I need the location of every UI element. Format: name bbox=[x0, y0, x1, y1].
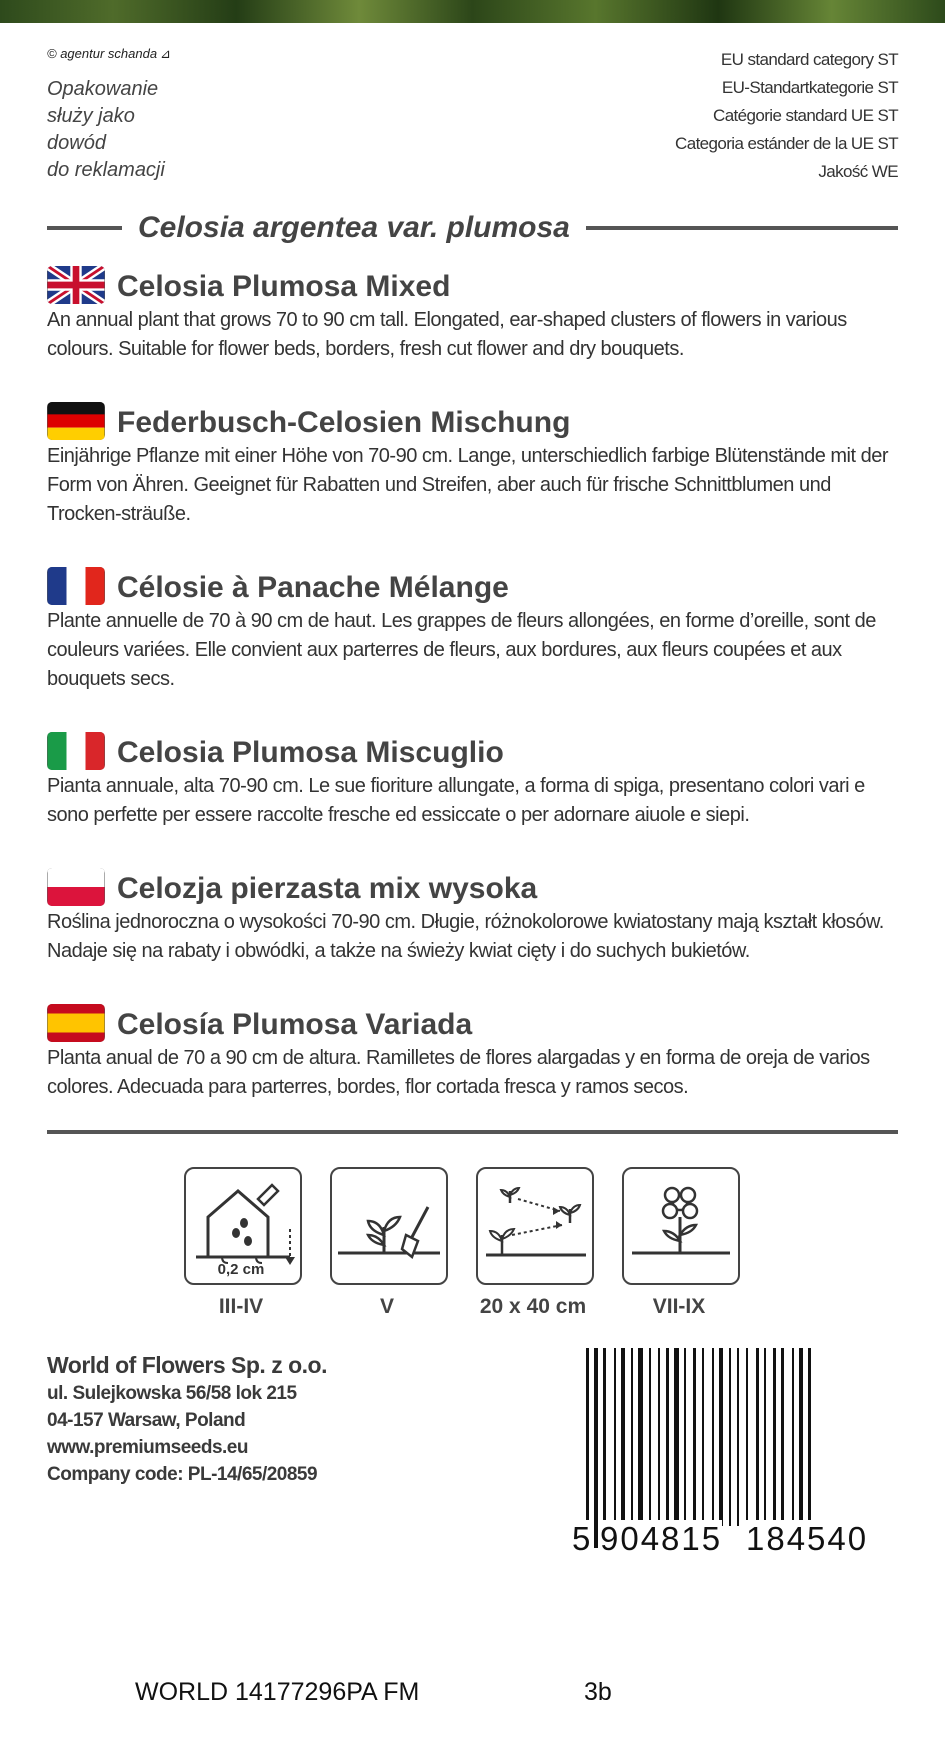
greenhouse-sowing-icon bbox=[184, 1167, 302, 1285]
section-italian bbox=[47, 728, 898, 830]
latin-name: Celosia argentea var. plumosa bbox=[138, 211, 570, 244]
sowing-depth: 0,2 cm bbox=[217, 1261, 265, 1278]
section-german bbox=[47, 398, 898, 529]
section-title: Celosía Plumosa Variada bbox=[117, 1008, 473, 1041]
company-city: 04-157 Warsaw, Poland bbox=[47, 1410, 246, 1431]
icon-label: V bbox=[379, 1295, 394, 1318]
company-address: ul. Sulejkowska 56/58 lok 215 bbox=[47, 1383, 297, 1404]
company-website[interactable]: www.premiumseeds.eu bbox=[47, 1437, 248, 1458]
company-info bbox=[47, 1350, 407, 1488]
complaint-note: Opakowanie służy jako dowód do reklamacji bbox=[47, 78, 165, 181]
germany-flag-icon bbox=[47, 402, 105, 440]
section-description: Planta anual de 70 a 90 cm de altura. Ramilletes de flores alargadas y en forma de oreja de varios colores. Adecuada para parterres, bordes, flor cortada fresca y ramos secos. bbox=[47, 1047, 870, 1098]
rule-right bbox=[586, 226, 898, 230]
flowering-icon bbox=[622, 1167, 740, 1285]
section-description: Einjährige Pflanze mit einer Höhe von 70-90 cm. Lange, unterschiedlich farbige Blütenstände mit der Form von Ähren. Geeignet für Rabatten und Streifen, aber auch für frische Schnittblumen und Trocken-sträuße. bbox=[47, 445, 889, 525]
section-title: Federbusch-Celosien Mischung bbox=[117, 406, 571, 439]
section-title: Celozja pierzasta mix wysoka bbox=[117, 872, 538, 905]
company-name: World of Flowers Sp. z o.o. bbox=[47, 1352, 327, 1378]
poland-flag-icon bbox=[47, 868, 105, 906]
section-polish bbox=[47, 864, 898, 966]
section-title: Célosie à Panache Mélange bbox=[117, 571, 509, 604]
eu-categories: EU standard category ST EU-Standartkategorie ST Catégorie standard UE ST Categoria estánder de la UE ST Jakość WE bbox=[675, 50, 898, 181]
footer-version: 3b bbox=[584, 1678, 612, 1706]
section-spanish bbox=[47, 1000, 898, 1102]
icon-label: VII-IX bbox=[652, 1295, 706, 1318]
section-title: Celosia Plumosa Mixed bbox=[117, 270, 451, 303]
transplanting-icon bbox=[330, 1167, 448, 1285]
france-flag-icon bbox=[47, 567, 105, 605]
company-code: Company code: PL-14/65/20859 bbox=[47, 1464, 318, 1485]
barcode-digits-right: 184540 bbox=[746, 1520, 869, 1557]
icon-label: 20 x 40 cm bbox=[479, 1295, 587, 1318]
spain-flag-icon bbox=[47, 1004, 105, 1042]
section-description: An annual plant that grows 70 to 90 cm tall. Elongated, ear-shaped clusters of flowers in various colours. Suitable for flower beds, borders, fresh cut flower and dry bouquets. bbox=[47, 309, 847, 360]
latin-name-row bbox=[47, 208, 898, 248]
barcode-digits-left: 904815 bbox=[600, 1520, 723, 1557]
section-description: Plante annuelle de 70 à 90 cm de haut. Les grappes de fleurs allongées, en forme d’oreille, sont de couleurs variées. Elle convient aux parterres de fleurs, aux bordures, aux fleurs coupées et aux bouquets secs. bbox=[47, 610, 876, 690]
section-description: Roślina jednoroczna o wysokości 70-90 cm. Długie, różnokolorowe kwiatostany mają kształt kłosów. Nadaje się na rabaty i obwódki, a także na świeży kwiat cięty i do suchych bukietów. bbox=[47, 911, 884, 962]
rule-left bbox=[47, 226, 122, 230]
section-title: Celosia Plumosa Miscuglio bbox=[117, 736, 504, 769]
section-description: Pianta annuale, alta 70-90 cm. Le sue fioriture allungate, a forma di spiga, presentano colori vari e sono perfette per essere raccolte fresche ed essiccate o per adornare aiuole e siepi. bbox=[47, 775, 865, 826]
barcode-digit-first: 5 bbox=[572, 1520, 591, 1557]
footer-product-code: WORLD 14177296PA FM bbox=[135, 1678, 420, 1706]
sowing-icons-row bbox=[184, 1167, 744, 1318]
spacing-icon bbox=[476, 1167, 594, 1285]
copyright-notice: © agentur schanda ⊿ bbox=[47, 46, 171, 61]
section-french bbox=[47, 563, 898, 694]
section-english bbox=[47, 262, 898, 364]
italy-flag-icon bbox=[47, 732, 105, 770]
icon-label: III-IV bbox=[218, 1295, 264, 1318]
section-divider bbox=[47, 1130, 898, 1134]
barcode-digits bbox=[568, 1520, 898, 1560]
uk-flag-icon bbox=[47, 266, 105, 304]
schanda-logo-icon: ⊿ bbox=[160, 46, 171, 61]
top-photo-strip bbox=[0, 0, 945, 23]
